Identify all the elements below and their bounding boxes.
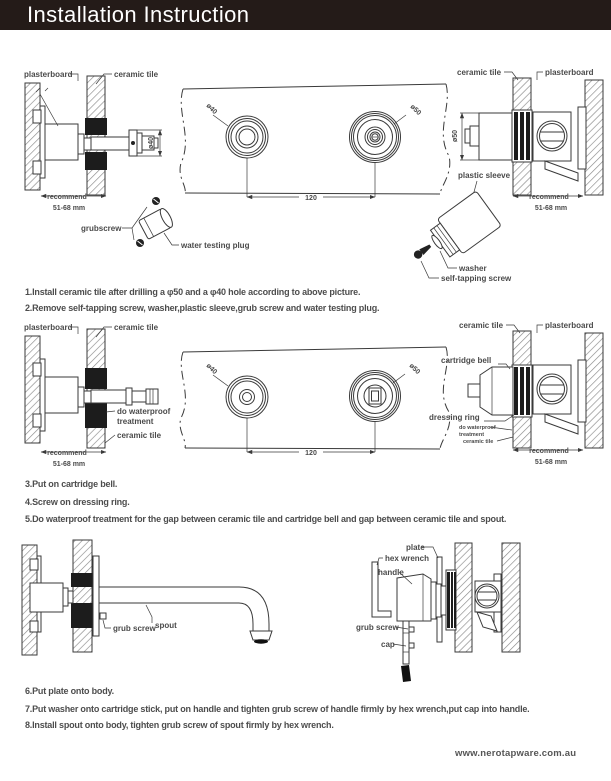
diagram-step8-spout — [22, 540, 272, 655]
dim-dia50: ø50 — [452, 129, 459, 143]
label-dressing-ring: dressing ring — [429, 413, 480, 422]
dim-dia40-diag: ø40 — [204, 102, 219, 116]
label-self-tapping-screw: self-tapping screw — [441, 274, 512, 283]
label-ceramic-tile: ceramic tile — [457, 68, 502, 77]
label-do-waterproof: do waterproof — [459, 425, 496, 431]
label-ceramic-tile: ceramic tile — [114, 323, 159, 332]
label-plasterboard: plasterboard — [545, 68, 594, 77]
label-ceramic-tile: ceramic tile — [459, 321, 504, 330]
label-ceramic-tile: ceramic tile — [114, 70, 159, 79]
label-cap: cap — [381, 640, 395, 649]
step-1: 1.Install ceramic tile after drilling a φ50 and a φ40 hole according to above picture. — [25, 287, 361, 297]
step-8: 8.Install spout onto body, tighten grub screw of spout firmly by hex wrench. — [25, 720, 334, 730]
page-title: Installation Instruction — [27, 2, 250, 27]
diagram-step7-handle — [356, 543, 520, 682]
label-ceramic-tile: ceramic tile — [117, 431, 162, 440]
step-2: 2.Remove self-tapping screw, washer,plastic sleeve,grub screw and water testing plug. — [25, 303, 380, 313]
diagram-step3-wall-left — [24, 323, 171, 468]
dim-range: 51-68 mm — [52, 461, 86, 468]
label-plastic-sleeve: plastic sleeve — [458, 171, 511, 180]
dim-120: 120 — [305, 450, 317, 457]
diagram-step1-tile-panel — [180, 84, 450, 202]
diagram-grubscrew-plug — [81, 197, 250, 250]
dim-dia40-diag: ø40 — [204, 362, 219, 376]
dim-dia50-diag: ø50 — [407, 362, 422, 376]
step-4: 4.Screw on dressing ring. — [25, 497, 130, 507]
dim-range: 51-68 mm — [52, 205, 86, 212]
step-3: 3.Put on cartridge bell. — [25, 479, 118, 489]
diagram-step1-wall-left — [24, 70, 162, 212]
step-6: 6.Put plate onto body. — [25, 686, 114, 696]
dim-dia50-diag: ø50 — [408, 103, 423, 117]
diagram-sleeve-washer-screw — [412, 171, 512, 283]
label-plasterboard: plasterboard — [24, 323, 73, 332]
dim-recommend: recommend — [47, 450, 87, 457]
label-grubscrew: grubscrew — [81, 224, 122, 233]
dim-recommend: recommend — [47, 194, 87, 201]
website-url: www.nerotapware.com.au — [455, 748, 577, 759]
dim-120: 120 — [305, 195, 317, 202]
dim-dia40: ø40 — [148, 136, 155, 150]
label-grub-screw: grub screw — [113, 624, 156, 633]
label-ceramic-tile: ceramic tile — [463, 439, 494, 445]
label-water-testing-plug: water testing plug — [181, 241, 250, 250]
label-cartridge-bell: cartridge bell — [441, 356, 492, 365]
label-plasterboard: plasterboard — [545, 321, 594, 330]
label-grub-screw: grub screw — [356, 623, 399, 632]
label-plasterboard: plasterboard — [24, 70, 73, 79]
label-washer: washer — [459, 264, 487, 273]
label-treatment: treatment — [459, 432, 485, 438]
label-handle: handle — [378, 568, 404, 577]
diagram-step3-wall-right — [429, 321, 603, 466]
label-spout: spout — [155, 621, 177, 630]
step-5: 5.Do waterproof treatment for the gap between ceramic tile and cartridge bell and gap between ceramic tile and spout. — [25, 514, 507, 524]
label-plate: plate — [406, 543, 425, 552]
diagram-step3-tile-panel — [180, 347, 450, 457]
dim-range: 51-68 mm — [534, 205, 568, 212]
dim-range: 51-68 mm — [534, 459, 568, 466]
label-treatment: treatment — [117, 417, 154, 426]
step-7: 7.Put washer onto cartridge stick, put on handle and tighten grub screw of handle firmly by hex wrench,put cap into handle. — [25, 704, 530, 714]
label-do-waterproof: do waterproof — [117, 407, 171, 416]
dim-recommend: recommend — [529, 194, 569, 201]
dim-recommend: recommend — [529, 448, 569, 455]
label-hex-wrench: hex wrench — [385, 554, 430, 563]
